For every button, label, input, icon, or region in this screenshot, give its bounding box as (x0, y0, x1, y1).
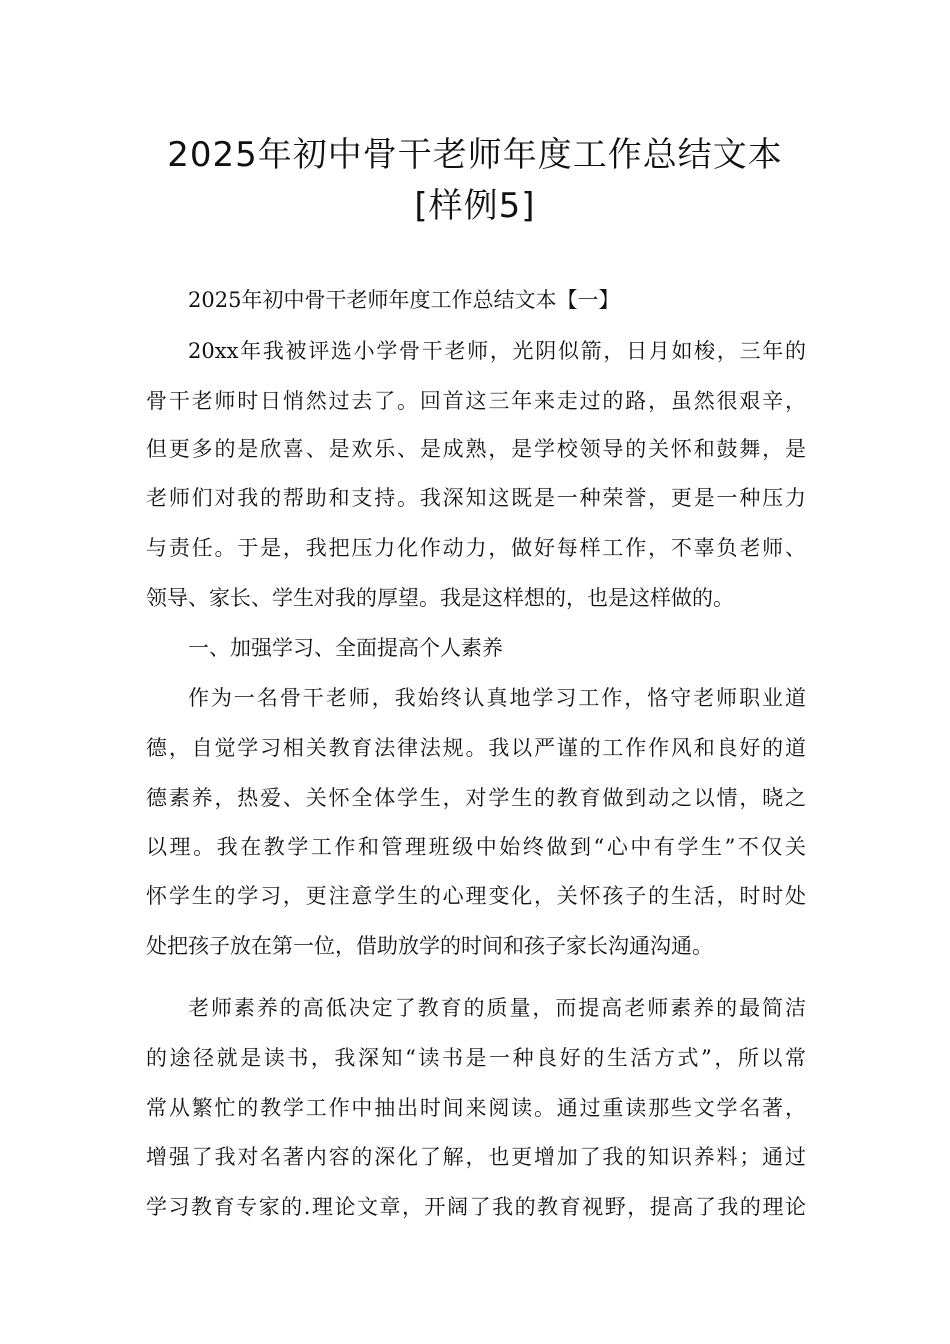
paragraph-line: 20xx年我被评选小学骨干老师，光阴似箭，日月如梭，三年的 (188, 339, 806, 363)
paragraph-line: 作为一名骨干老师，我始终认真地学习工作，恪守老师职业道 (188, 686, 806, 710)
paragraph-line: 骨干老师时日悄然过去了。回首这三年来走过的路，虽然很艰辛， (146, 389, 806, 413)
document-title-line-2: [样例5] (414, 186, 536, 226)
section-heading: 2025年初中骨干老师年度工作总结文本【一】 (188, 288, 620, 312)
paragraph-line: 学习教育专家的.理论文章，开阔了我的教育视野，提高了我的理论 (146, 1195, 806, 1219)
document-title-line-1: 2025年初中骨干老师年度工作总结文本 (167, 135, 783, 175)
paragraph-line: 老师们对我的帮助和支持。我深知这既是一种荣誉，更是一种压力 (146, 486, 806, 510)
paragraph-line: 德素养，热爱、关怀全体学生，对学生的教育做到动之以情，晓之 (146, 786, 806, 810)
section-heading: 一、加强学习、全面提高个人素养 (188, 636, 503, 660)
paragraph-line: 老师素养的高低决定了教育的质量，而提高老师素养的最简洁 (188, 996, 806, 1020)
paragraph-line: 的途径就是读书，我深知“读书是一种良好的生活方式”，所以常 (146, 1046, 806, 1070)
paragraph-line: 领导、家长、学生对我的厚望。我是这样想的，也是这样做的。 (146, 586, 734, 610)
paragraph-line: 与责任。于是，我把压力化作动力，做好每样工作，不辜负老师、 (146, 536, 806, 560)
paragraph-line: 怀学生的学习，更注意学生的心理变化，关怀孩子的生活，时时处 (146, 884, 806, 908)
paragraph-line: 德，自觉学习相关教育法律法规。我以严谨的工作作风和良好的道 (146, 736, 806, 760)
paragraph-line: 但更多的是欣喜、是欢乐、是成熟，是学校领导的关怀和鼓舞，是 (146, 437, 806, 461)
paragraph-line: 常从繁忙的教学工作中抽出时间来阅读。通过重读那些文学名著， (146, 1096, 806, 1120)
paragraph-line: 以理。我在教学工作和管理班级中始终做到“心中有学生”不仅关 (146, 835, 806, 859)
paragraph-line: 处把孩子放在第一位，借助放学的时间和孩子家长沟通沟通。 (146, 934, 713, 958)
paragraph-line: 增强了我对名著内容的深化了解，也更增加了我的知识养料；通过 (146, 1145, 806, 1169)
